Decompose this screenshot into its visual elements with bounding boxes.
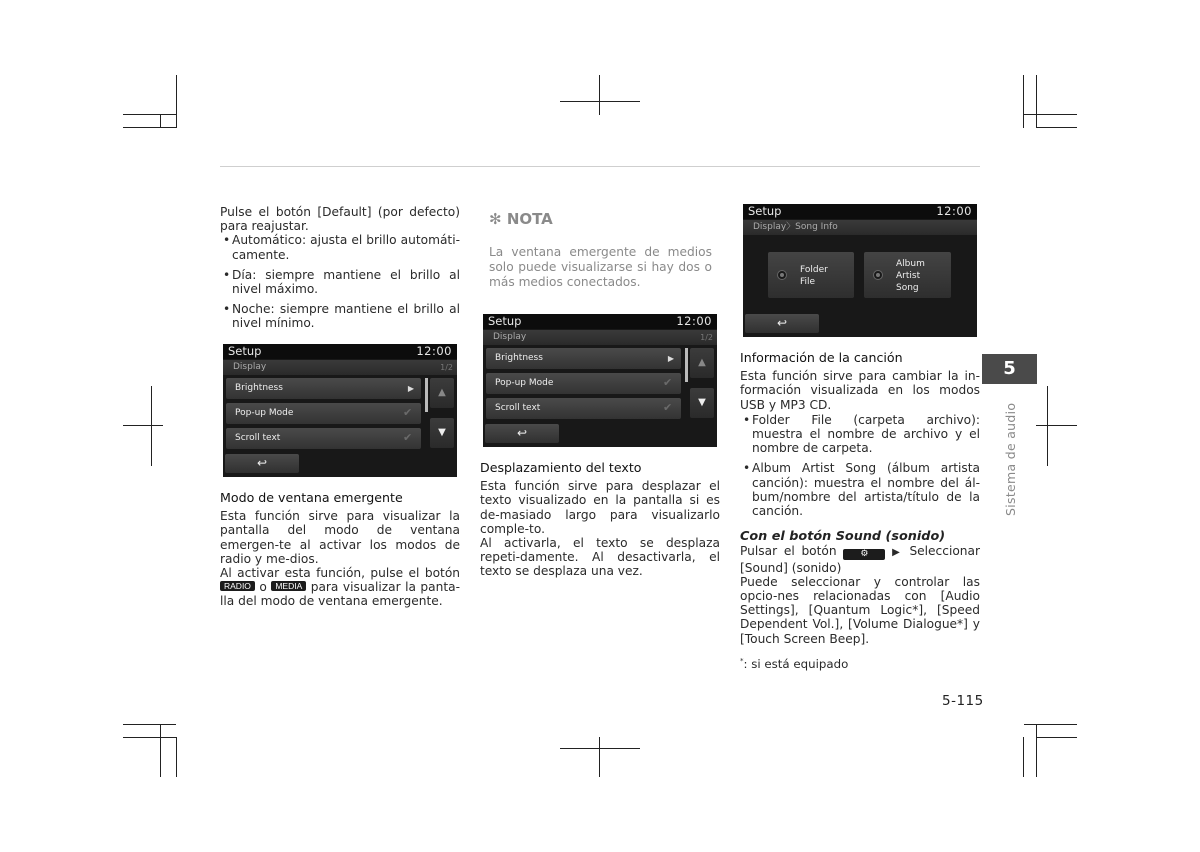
column-right: [740, 351, 980, 671]
subheading: Con el botón Sound (sonido): [740, 529, 946, 545]
screen-title: Setup: [488, 314, 522, 328]
list-item: • Folder File (carpeta archivo): muestra el nombre de archivo y el nombre de carpeta.: [743, 412, 980, 456]
gear-icon: ⚙: [843, 549, 885, 560]
media-badge: MEDIA: [271, 581, 306, 591]
screen-section-bar: Display 1/2: [483, 330, 717, 345]
paragraph: Puede seleccionar y controlar las opcio-nes relacionadas con [Audio Settings], [Quantum Logic*], [Speed Dependent Vol.], [Volume Dialogue*] y [Touch Screen Beep].: [740, 574, 980, 646]
menu-row-popup-mode[interactable]: Pop-up Mode ✔: [486, 373, 681, 394]
setup-song-info-screen: [743, 204, 977, 337]
option-album-artist-song[interactable]: Album Artist Song: [864, 252, 951, 298]
note-title: ✻ NOTA: [489, 210, 553, 228]
screen-title: Setup: [228, 344, 262, 358]
screen-title-bar: [743, 204, 977, 219]
setup-display-screen: [223, 344, 457, 477]
paragraph: Al activarla, el texto se desplaza repeti-damente. Al desactivarla, el texto se desplaza una vez.: [480, 536, 720, 579]
checkmark-icon: ✔: [403, 406, 413, 419]
note-text: La ventana emergente de medios solo puede visualizarse si hay dos o más medios conectados.: [489, 245, 712, 289]
checkmark-icon: ✔: [403, 431, 413, 444]
column-left: [220, 205, 460, 337]
section-heading: Modo de ventana emergente: [220, 490, 403, 505]
arrow-right-icon: ▶: [892, 547, 903, 559]
chapter-tab: 5: [982, 354, 1037, 384]
screen-section-bar: Display 1/2: [223, 360, 457, 375]
asterisk-icon: ✻: [489, 210, 502, 228]
back-arrow-icon: ↩: [776, 316, 788, 330]
screen-clock: 12:00: [416, 344, 452, 358]
chapter-title: Sistema de audio: [1003, 402, 1018, 516]
intro-paragraph: Pulse el botón [Default] (por defecto) para reajustar.: [220, 205, 460, 234]
screen-clock: 12:00: [676, 314, 712, 328]
screen-title-bar: [223, 344, 457, 359]
chevron-right-icon: ▶: [667, 354, 674, 363]
list-item: • Día: siempre mantiene el brillo al nivel máximo.: [223, 267, 460, 297]
paragraph: Esta función sirve para visualizar la pantalla del modo de ventana emergen-te al activar los modos de radio y me-dios.: [220, 509, 460, 566]
back-arrow-icon: ↩: [256, 456, 268, 470]
list-item: • Noche: siempre mantiene el brillo al nivel mínimo.: [223, 302, 460, 331]
screen-title: Setup: [748, 204, 782, 218]
menu-row-brightness[interactable]: Brightness ▶: [226, 378, 421, 399]
scroll-up-icon[interactable]: ▲: [690, 348, 714, 378]
paragraph: Esta función sirve para cambiar la in-formación visualizada en los modos USB y MP3 CD.: [740, 369, 980, 412]
page-number: 5-115: [942, 693, 984, 709]
footnote: *: si está equipado: [740, 656, 849, 671]
menu-row-scroll-text[interactable]: Scroll text ✔: [226, 428, 421, 449]
menu-row-brightness[interactable]: Brightness ▶: [486, 348, 681, 369]
radio-button-icon: [873, 270, 883, 280]
popup-mode-section: [220, 491, 460, 609]
screen-title-bar: [483, 314, 717, 329]
list-item: • Album Artist Song (álbum artista canción): muestra el nombre del ál-bum/nombre del artista/título de la canción.: [743, 461, 980, 519]
checkmark-icon: ✔: [663, 376, 673, 389]
option-folder-file[interactable]: Folder File: [768, 252, 854, 298]
scroll-down-icon[interactable]: ▼: [690, 388, 714, 418]
paragraph: Esta función sirve para desplazar el texto visualizado en la pantalla si es de-masiado largo para visualizarlo comple-to.: [480, 479, 720, 536]
menu-row-scroll-text[interactable]: Scroll text ✔: [486, 398, 681, 419]
back-button[interactable]: [745, 314, 819, 333]
back-button[interactable]: [485, 424, 559, 443]
scroll-up-icon[interactable]: ▲: [430, 378, 454, 408]
radio-button-icon: [777, 270, 787, 280]
radio-badge: RADIO: [220, 581, 255, 591]
list-item: • Automático: ajusta el brillo automáti-camente.: [223, 233, 460, 262]
scrollbar[interactable]: [685, 348, 688, 382]
section-heading: Desplazamiento del texto: [480, 460, 642, 475]
menu-row-popup-mode[interactable]: Pop-up Mode ✔: [226, 403, 421, 424]
scrollbar[interactable]: [425, 378, 428, 412]
scroll-text-section: [480, 461, 720, 579]
section-heading: Información de la canción: [740, 350, 903, 365]
paragraph: Al activar esta función, pulse el botón RADIO o MEDIA para visualizar la panta-lla del modo de ventana emergente.: [220, 566, 461, 609]
setup-display-screen-2: [483, 314, 717, 447]
paragraph: Pulsar el botón ⚙ ▶ Seleccionar [Sound] (sonido): [740, 544, 981, 575]
chevron-right-icon: ▶: [407, 384, 414, 393]
checkmark-icon: ✔: [663, 401, 673, 414]
back-arrow-icon: ↩: [516, 426, 528, 440]
screen-clock: 12:00: [936, 204, 972, 218]
screen-breadcrumb: Display〉Song Info: [743, 220, 977, 235]
header-rule: [220, 166, 980, 167]
back-button[interactable]: [225, 454, 299, 473]
scroll-down-icon[interactable]: ▼: [430, 418, 454, 448]
